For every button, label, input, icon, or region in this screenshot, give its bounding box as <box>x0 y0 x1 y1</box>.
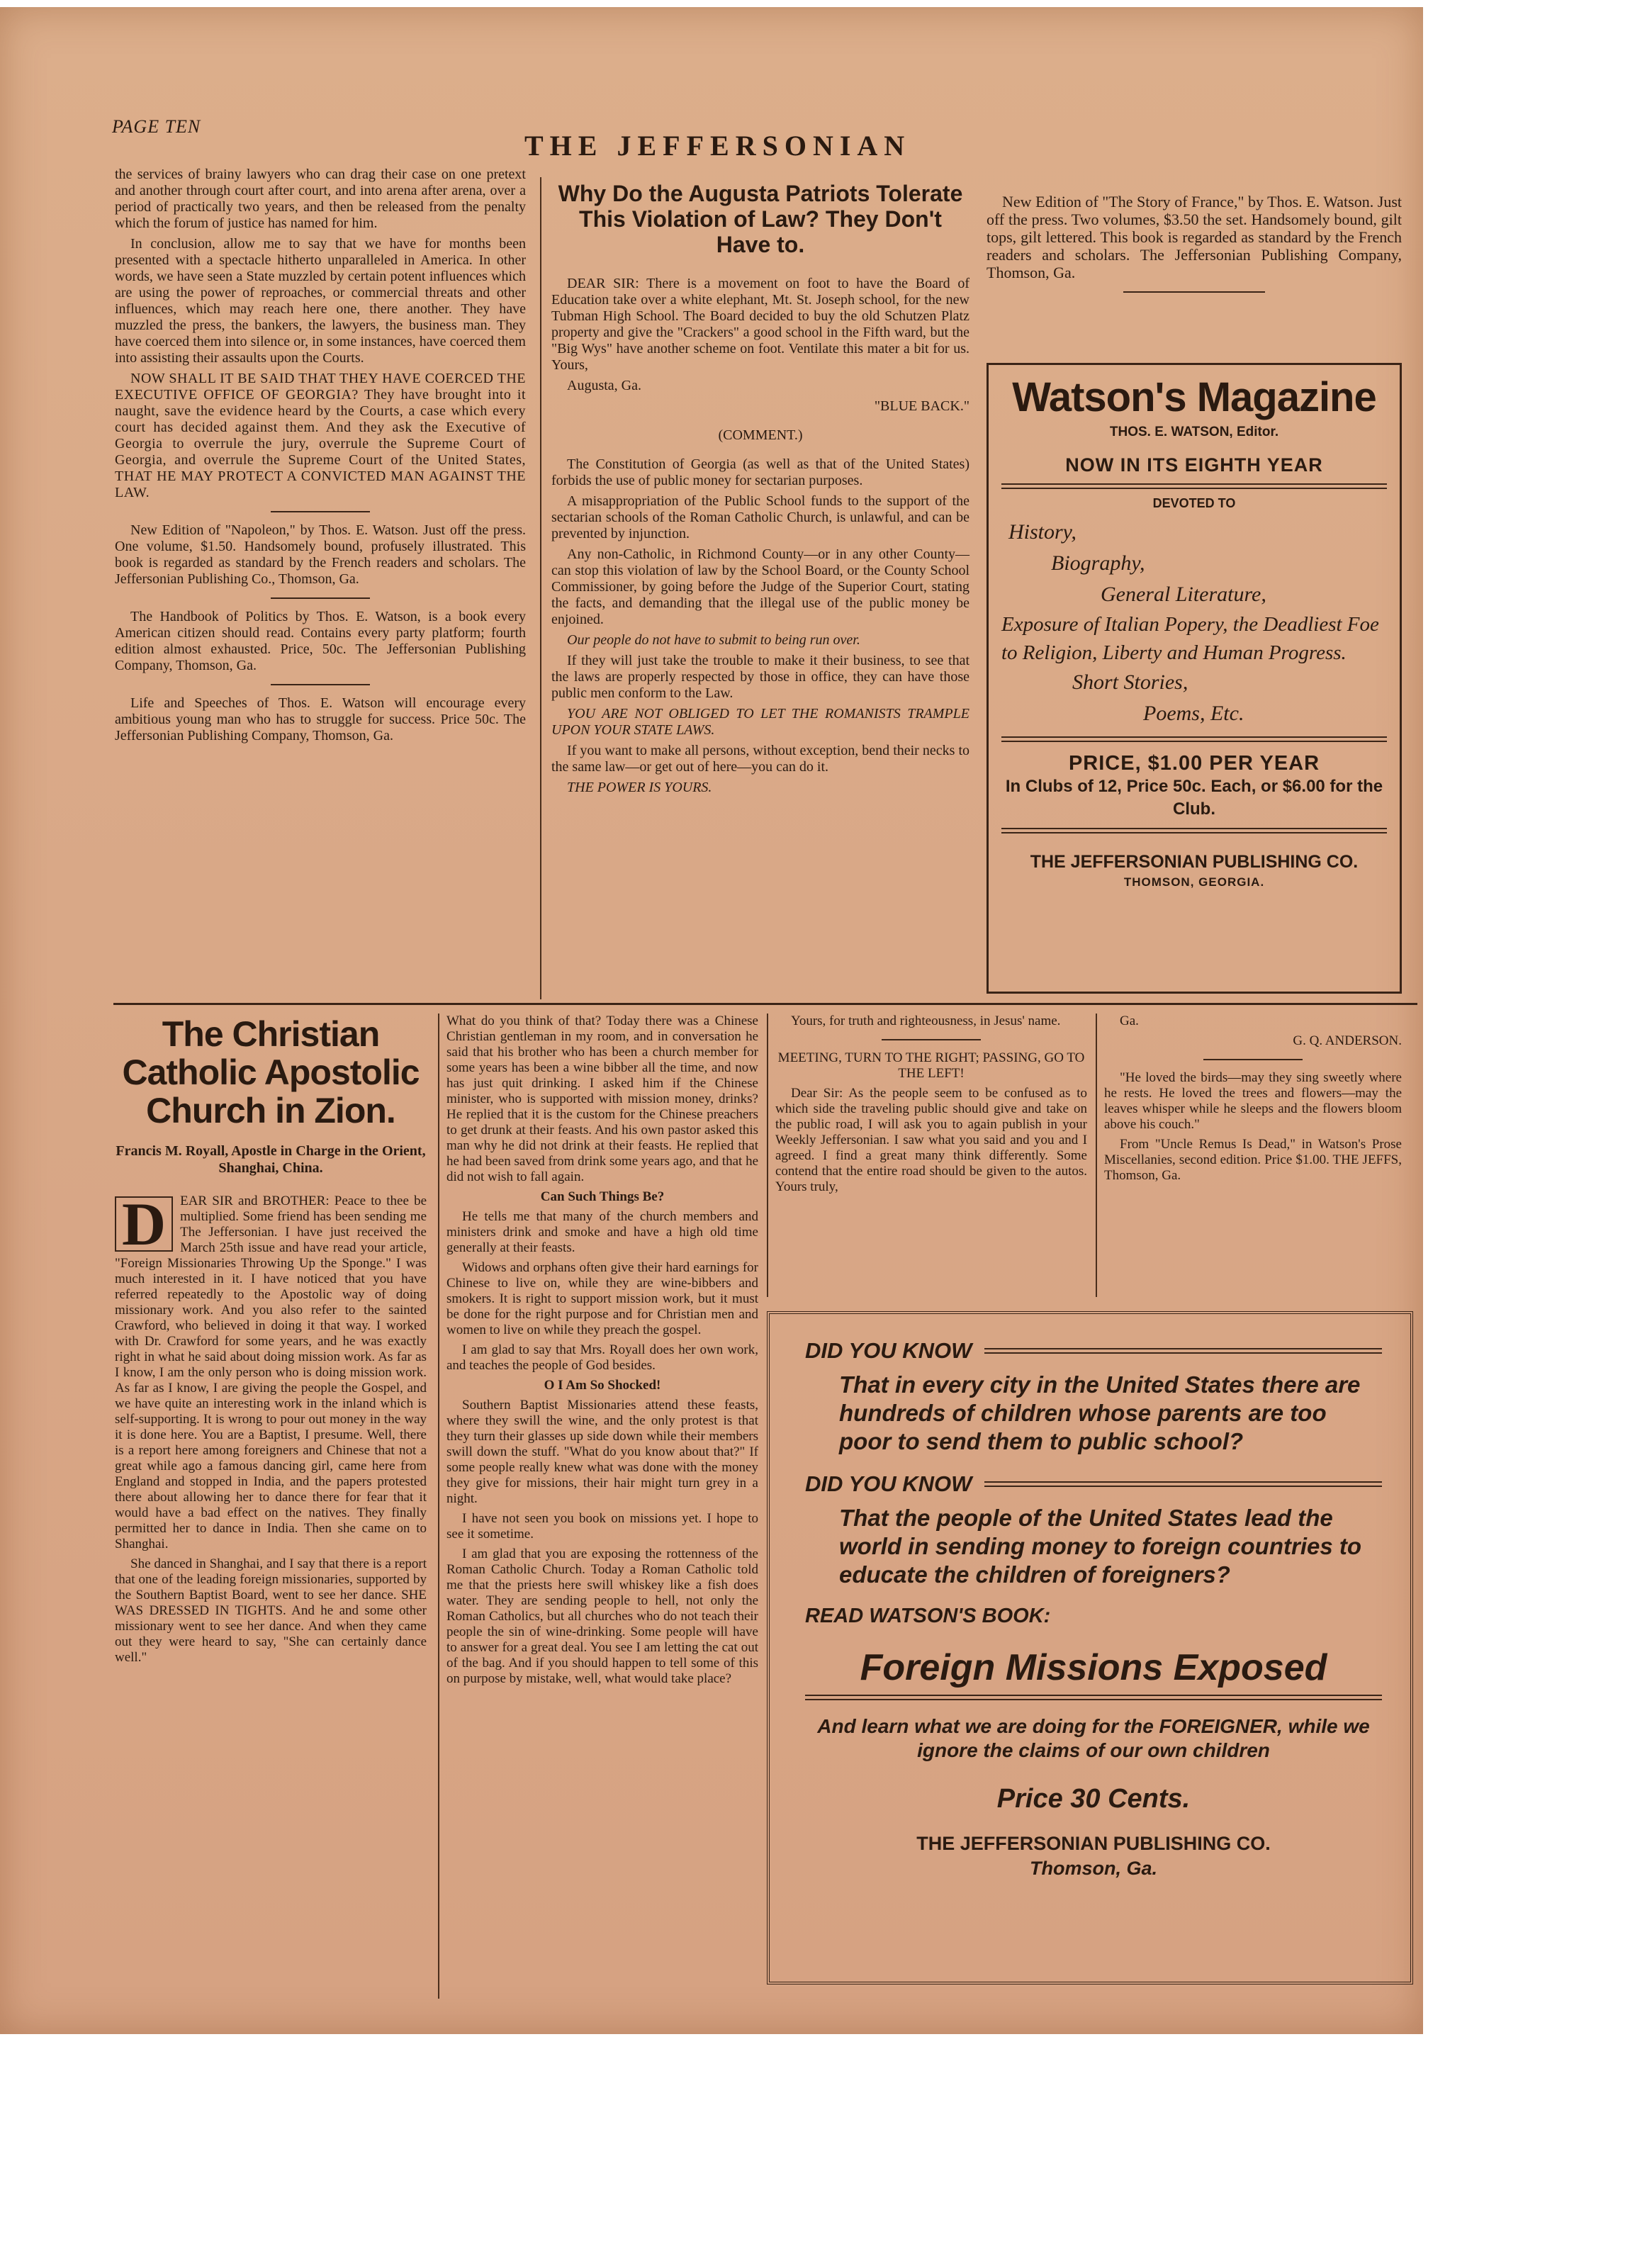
column-divider <box>1096 1014 1097 1297</box>
comment-paragraph: THE POWER IS YOURS. <box>567 780 712 795</box>
divider <box>1203 1059 1303 1060</box>
devoted-to-label: DEVOTED TO <box>1152 496 1236 510</box>
letter-opening: EAR SIR and BROTHER: Peace to thee be multiplied. Some friend has been sending me The Jeffersonian. I have just received the March 25th issue and have read your article, "Foreign Missionaries Throwing Up the Sponge." I was much interested in it. I have noticed that you have referred repeatedly to the Apostolic way of doing missionary work. And you also refer to the sainted Crawford, who believed in doing it that way. I worked with Dr. Crawford for some years, and he was exactly right in what he said about doing mission work. As far as I know, I am the only person who is doing mission work. As far as I know, I are giving the people the Gospel, and we have quite an interesting work in the inland which is self-supporting. It is wrong to pour out money in the way it is done here. You are a Baptist, I presume. Well, there is a report here among foreigners and Chinese that not a great while ago a famous dancing girl, came here from England and stopped in India, and the papers protested there about allowing her to dance there for fear that it would have a bad effect on the natives. They finally permitted her to dance in India. Then she came on to Shanghai. <box>115 1194 427 1551</box>
life-speeches-ad: Life and Speeches of Thos. E. Watson will encourage every ambitious young man who has to struggle for success. Price 50c. The Jeffersonian Publishing Company, Thomson, Ga. <box>115 695 526 743</box>
publisher-address: Thomson, Ga. <box>1029 1858 1157 1879</box>
comment-paragraph: The Constitution of Georgia (as well as that of the United States) forbids the use of public money for sectarian purposes. <box>551 456 969 488</box>
remus-quote: "He loved the birds—may they sing sweetly where he rests. He loved the trees and flowers—may the leaves whisper while he sleeps and the flowers bloom above his couch." <box>1104 1070 1402 1132</box>
publisher-name: THE JEFFERSONIAN PUBLISHING CO. <box>1030 852 1359 872</box>
comment-paragraph: Any non-Catholic, in Richmond County—or in any other County—can stop this violation of law by the School Board, or the County School Commissioner, by going before the Judge of the Superior Court, stating the facts, and demanding that the illegal use of the public money be enjoined. <box>551 546 969 627</box>
meeting-place: Ga. <box>1120 1014 1139 1028</box>
article-paragraph: Southern Baptist Missionaries attend these feasts, where they swill the wine, and the only protest is that they turn their glasses up side down while their members swill down the stuff. "What do you know about that?" If some people really knew what was done with the money they give for missions, their hair might turn grey in a night. <box>446 1398 758 1506</box>
column-3-bottom <box>775 1014 1087 1199</box>
column-4-bottom <box>1104 1014 1402 1188</box>
divider <box>271 684 370 685</box>
article-continuation: the services of brainy lawyers who can drag their case on one pretext and another through court after court, and into arena after arena, over a period of practically two years, and then be released from the penalty which the forum of justice has named for him. <box>115 167 526 231</box>
article-paragraph: In conclusion, allow me to say that we have for months been presented with a spectacle hitherto unparalleled in America. In other words, we have seen a State muzzled by certain potent influences which are using the power of reproaches, or commercial threats and other influences, which may reach here one, there another. They have muzzled the press, the bankers, the lawyers, the business man. They have coerced them into silence or, in some instances, have coerced them into assisting their assaults upon the Courts. <box>115 236 526 366</box>
drop-cap: D <box>115 1196 173 1252</box>
divider <box>271 511 370 512</box>
did-you-know-heading <box>805 1471 1382 1497</box>
comment-paragraph: A misappropriation of the Public School funds to the support of the sectarian schools of the Roman Catholic Church, is unlawful, and can be prevented by injunction. <box>551 493 969 541</box>
topic-item: General Literature, <box>1101 583 1266 606</box>
article-byline: Francis M. Royall, Apostle in Charge in the Orient, Shanghai, China. <box>116 1143 426 1176</box>
remus-ad: From "Uncle Remus Is Dead," in Watson's Prose Miscellanies, second edition. Price $1.00. THE JEFFS, Thomson, Ga. <box>1104 1137 1402 1183</box>
masthead: THE JEFFERSONIAN <box>524 130 911 162</box>
subheading: O I Am So Shocked! <box>544 1378 661 1393</box>
article-paragraph: I am glad to say that Mrs. Royall does her own work, and teaches the people of God besides. <box>446 1342 758 1373</box>
rule <box>805 1695 1382 1700</box>
meeting-signature: G. Q. ANDERSON. <box>1293 1033 1402 1048</box>
comment-paragraph: If they will just take the trouble to make it their business, to see that the laws are properly respected by those in office, they can have those public men conform to the Law. <box>551 653 969 701</box>
letter-place: Augusta, Ga. <box>567 378 641 393</box>
article-paragraph: She danced in Shanghai, and I say that there is a report that one of the leading foreign missionaries, supported by the Southern Baptist Board, went to see her dance. SHE WAS DRESSED IN TIGHTS. And he and some other missionary went to see her dance. And when they came out they were heard to say, "She can certainly dance well." <box>115 1556 427 1665</box>
publisher-address: THOMSON, GEORGIA. <box>1123 875 1265 889</box>
article-paragraph: Yours, for truth and righteousness, in Jesus' name. <box>791 1014 1061 1028</box>
divider <box>1123 291 1265 293</box>
topic-item: Exposure of Italian Popery, the Deadliest Foe to Religion, Liberty and Human Progress. <box>1001 613 1379 664</box>
column-divider <box>540 177 541 999</box>
article-paragraph: Widows and orphans often give their hard earnings for Chinese to live on, while they are wine-bibbers and smokers. It is right to support mission work, but it must be done for the right purpose and for Christian men and women to live on while they preach the gospel. <box>446 1260 758 1337</box>
magazine-title: Watson's Magazine <box>1012 374 1376 420</box>
column-divider <box>767 1014 768 1297</box>
rule <box>984 1481 1382 1487</box>
club-price: In Clubs of 12, Price 50c. Each, or $6.00 for the Club. <box>1005 777 1383 819</box>
column-1 <box>115 167 526 748</box>
napoleon-ad: New Edition of "Napoleon," by Thos. E. Watson. Just off the press. One volume, $1.50. Handsomely bound, profusely illustrated. This book is regarded as standard by the French readers and scholars. The Jeffersonian Publishing Co., Thomson, Ga. <box>115 522 526 587</box>
augusta-headline: Why Do the Augusta Patriots Tolerate This Violation of Law? They Don't Have to. <box>558 181 963 257</box>
comment-paragraph: YOU ARE NOT OBLIGED TO LET THE ROMANISTS TRAMPLE UPON YOUR STATE LAWS. <box>551 706 969 738</box>
comment-paragraph: If you want to make all persons, without exception, bend their necks to the same law—or get out of here—you can do it. <box>551 743 969 775</box>
page-header <box>99 113 992 162</box>
story-of-france-ad <box>987 193 1402 303</box>
augusta-letter: DEAR SIR: There is a movement on foot to have the Board of Education take over a white elephant, Mt. St. Joseph school, for the new Tubman High School. The Board decided to buy the old Schutzen Platz property and give the "Crackers" a good school in the Fifth ward, but the "Big Wys" have another scheme on foot. Ventilate this mater a bit for us. Yours, <box>551 276 969 373</box>
topic-item: Short Stories, <box>1072 670 1188 694</box>
comment-paragraph: Our people do not have to submit to being run over. <box>567 632 860 648</box>
did-you-know-label: DID YOU KNOW <box>805 1471 972 1496</box>
handbook-ad: The Handbook of Politics by Thos. E. Watson, is a book every American citizen should read. Contains every party platform; fourth edition almost exhausted. Price, 50c. The Jeffersonian Publishing Company, Thomson, Ga. <box>115 609 526 673</box>
topic-item: Biography, <box>1051 551 1145 575</box>
france-ad-text: New Edition of "The Story of France," by Thos. E. Watson. Just off the press. Two volumes, $3.50 the set. Handsomely bound, gilt tops, gilt lettered. This book is regarded as standard by the French readers and scholars. The Jeffersonian Publishing Company, Thomson, Ga. <box>987 193 1402 281</box>
meeting-letter: Dear Sir: As the people seem to be confused as to which side the traveling public should give and take on the public road, I will ask you to again publish in your Weekly Jeffersonian. I saw what you said and you and I agreed. I find a great many think differently. Some contend that the entire road should be given to the autos. Yours truly, <box>775 1086 1087 1194</box>
watsons-magazine-ad <box>987 363 1402 994</box>
learn-text: And learn what we are doing for the FOREIGNER, while we ignore the claims of our own children <box>817 1715 1370 1761</box>
article-paragraph <box>115 1190 427 1552</box>
divider <box>1001 483 1387 489</box>
fact-text: That the people of the United States lead the world in sending money to foreign countries to educate the children of foreigners? <box>839 1505 1362 1588</box>
magazine-price: PRICE, $1.00 PER YEAR <box>1068 752 1320 775</box>
divider <box>882 1039 981 1040</box>
column-2 <box>551 181 969 800</box>
book-title: Foreign Missions Exposed <box>860 1647 1327 1688</box>
topic-item: Poems, Etc. <box>1143 702 1244 725</box>
christian-catholic-column <box>115 1015 427 1670</box>
christian-catholic-column-2 <box>446 1014 758 1691</box>
magazine-editor: THOS. E. WATSON, Editor. <box>1109 425 1279 439</box>
divider <box>271 597 370 599</box>
section-divider <box>113 1003 1417 1005</box>
foreign-missions-ad <box>767 1311 1413 1984</box>
did-you-know-label: DID YOU KNOW <box>805 1338 972 1363</box>
subheading: Can Such Things Be? <box>540 1189 665 1204</box>
did-you-know-heading <box>805 1338 1382 1364</box>
topic-item: History, <box>1008 520 1077 544</box>
magazine-year: NOW IN ITS EIGHTH YEAR <box>1065 454 1323 476</box>
article-paragraph: He tells me that many of the church members and ministers drink and smoke and have a high old time generally at their feasts. <box>446 1209 758 1255</box>
newspaper-page <box>0 7 1423 2034</box>
article-paragraph: What do you think of that? Today there was a Chinese Christian gentleman in my room, and in conversation he said that his brother who has been a church member for some years has been a wine bibber all the time, and now has just quit drinking. I asked him if the Chinese minister, who is supported with mission money, drinks? He replied that it is the custom for the Chinese preachers to get drunk at their feasts. And his own pastor asked this man why he did not drink at their feasts. He replied that he had been saved from drink some years ago, and that he did not wish to fall again. <box>446 1014 759 1184</box>
article-paragraph: I have not seen you book on missions yet. I hope to see it sometime. <box>446 1511 758 1542</box>
meeting-headline: MEETING, TURN TO THE RIGHT; PASSING, GO TO THE LEFT! <box>777 1050 1085 1081</box>
letter-signature: "BLUE BACK." <box>874 398 969 414</box>
read-book-label: READ WATSON'S BOOK: <box>805 1605 1051 1627</box>
rule <box>984 1348 1382 1354</box>
article-paragraph: NOW SHALL IT BE SAID THAT THEY HAVE COERCED THE EXECUTIVE OFFICE OF GEORGIA? They have brought into it naught, save the evidence heard by the Courts, a case which every court has decided against them. And they ask the Executive of Georgia to overrule the jury, overrule the Supreme Court of Georgia, and overrule the Supreme Court of the United States, THAT HE MAY PROTECT A CONVICTED MAN AGAINST THE LAW. <box>115 371 526 500</box>
christian-catholic-headline: The Christian Catholic Apostolic Church in Zion. <box>122 1014 420 1130</box>
page-number: PAGE TEN <box>112 116 201 137</box>
comment-label: (COMMENT.) <box>718 427 803 443</box>
column-divider <box>438 1014 439 1999</box>
divider <box>1001 828 1387 833</box>
article-paragraph: I am glad that you are exposing the rottenness of the Roman Catholic Church. Today a Roman Catholic told me that the priests here swill whiskey like a fish does water. They are sending people to hell, not only the Roman Catholics, but all churches who do not teach their people the sin of wine-drinking. Some people will have to answer for a great deal. You see I am letting the cat out of the bag. And if you should happen to tell some of this on purpose by mistake, well, what would take place? <box>446 1546 758 1686</box>
book-price: Price 30 Cents. <box>996 1784 1191 1814</box>
publisher-name: THE JEFFERSONIAN PUBLISHING CO. <box>916 1833 1271 1854</box>
divider <box>1001 736 1387 742</box>
fact-text: That in every city in the United States there are hundreds of children whose parents are too poor to send them to public school? <box>839 1371 1361 1454</box>
